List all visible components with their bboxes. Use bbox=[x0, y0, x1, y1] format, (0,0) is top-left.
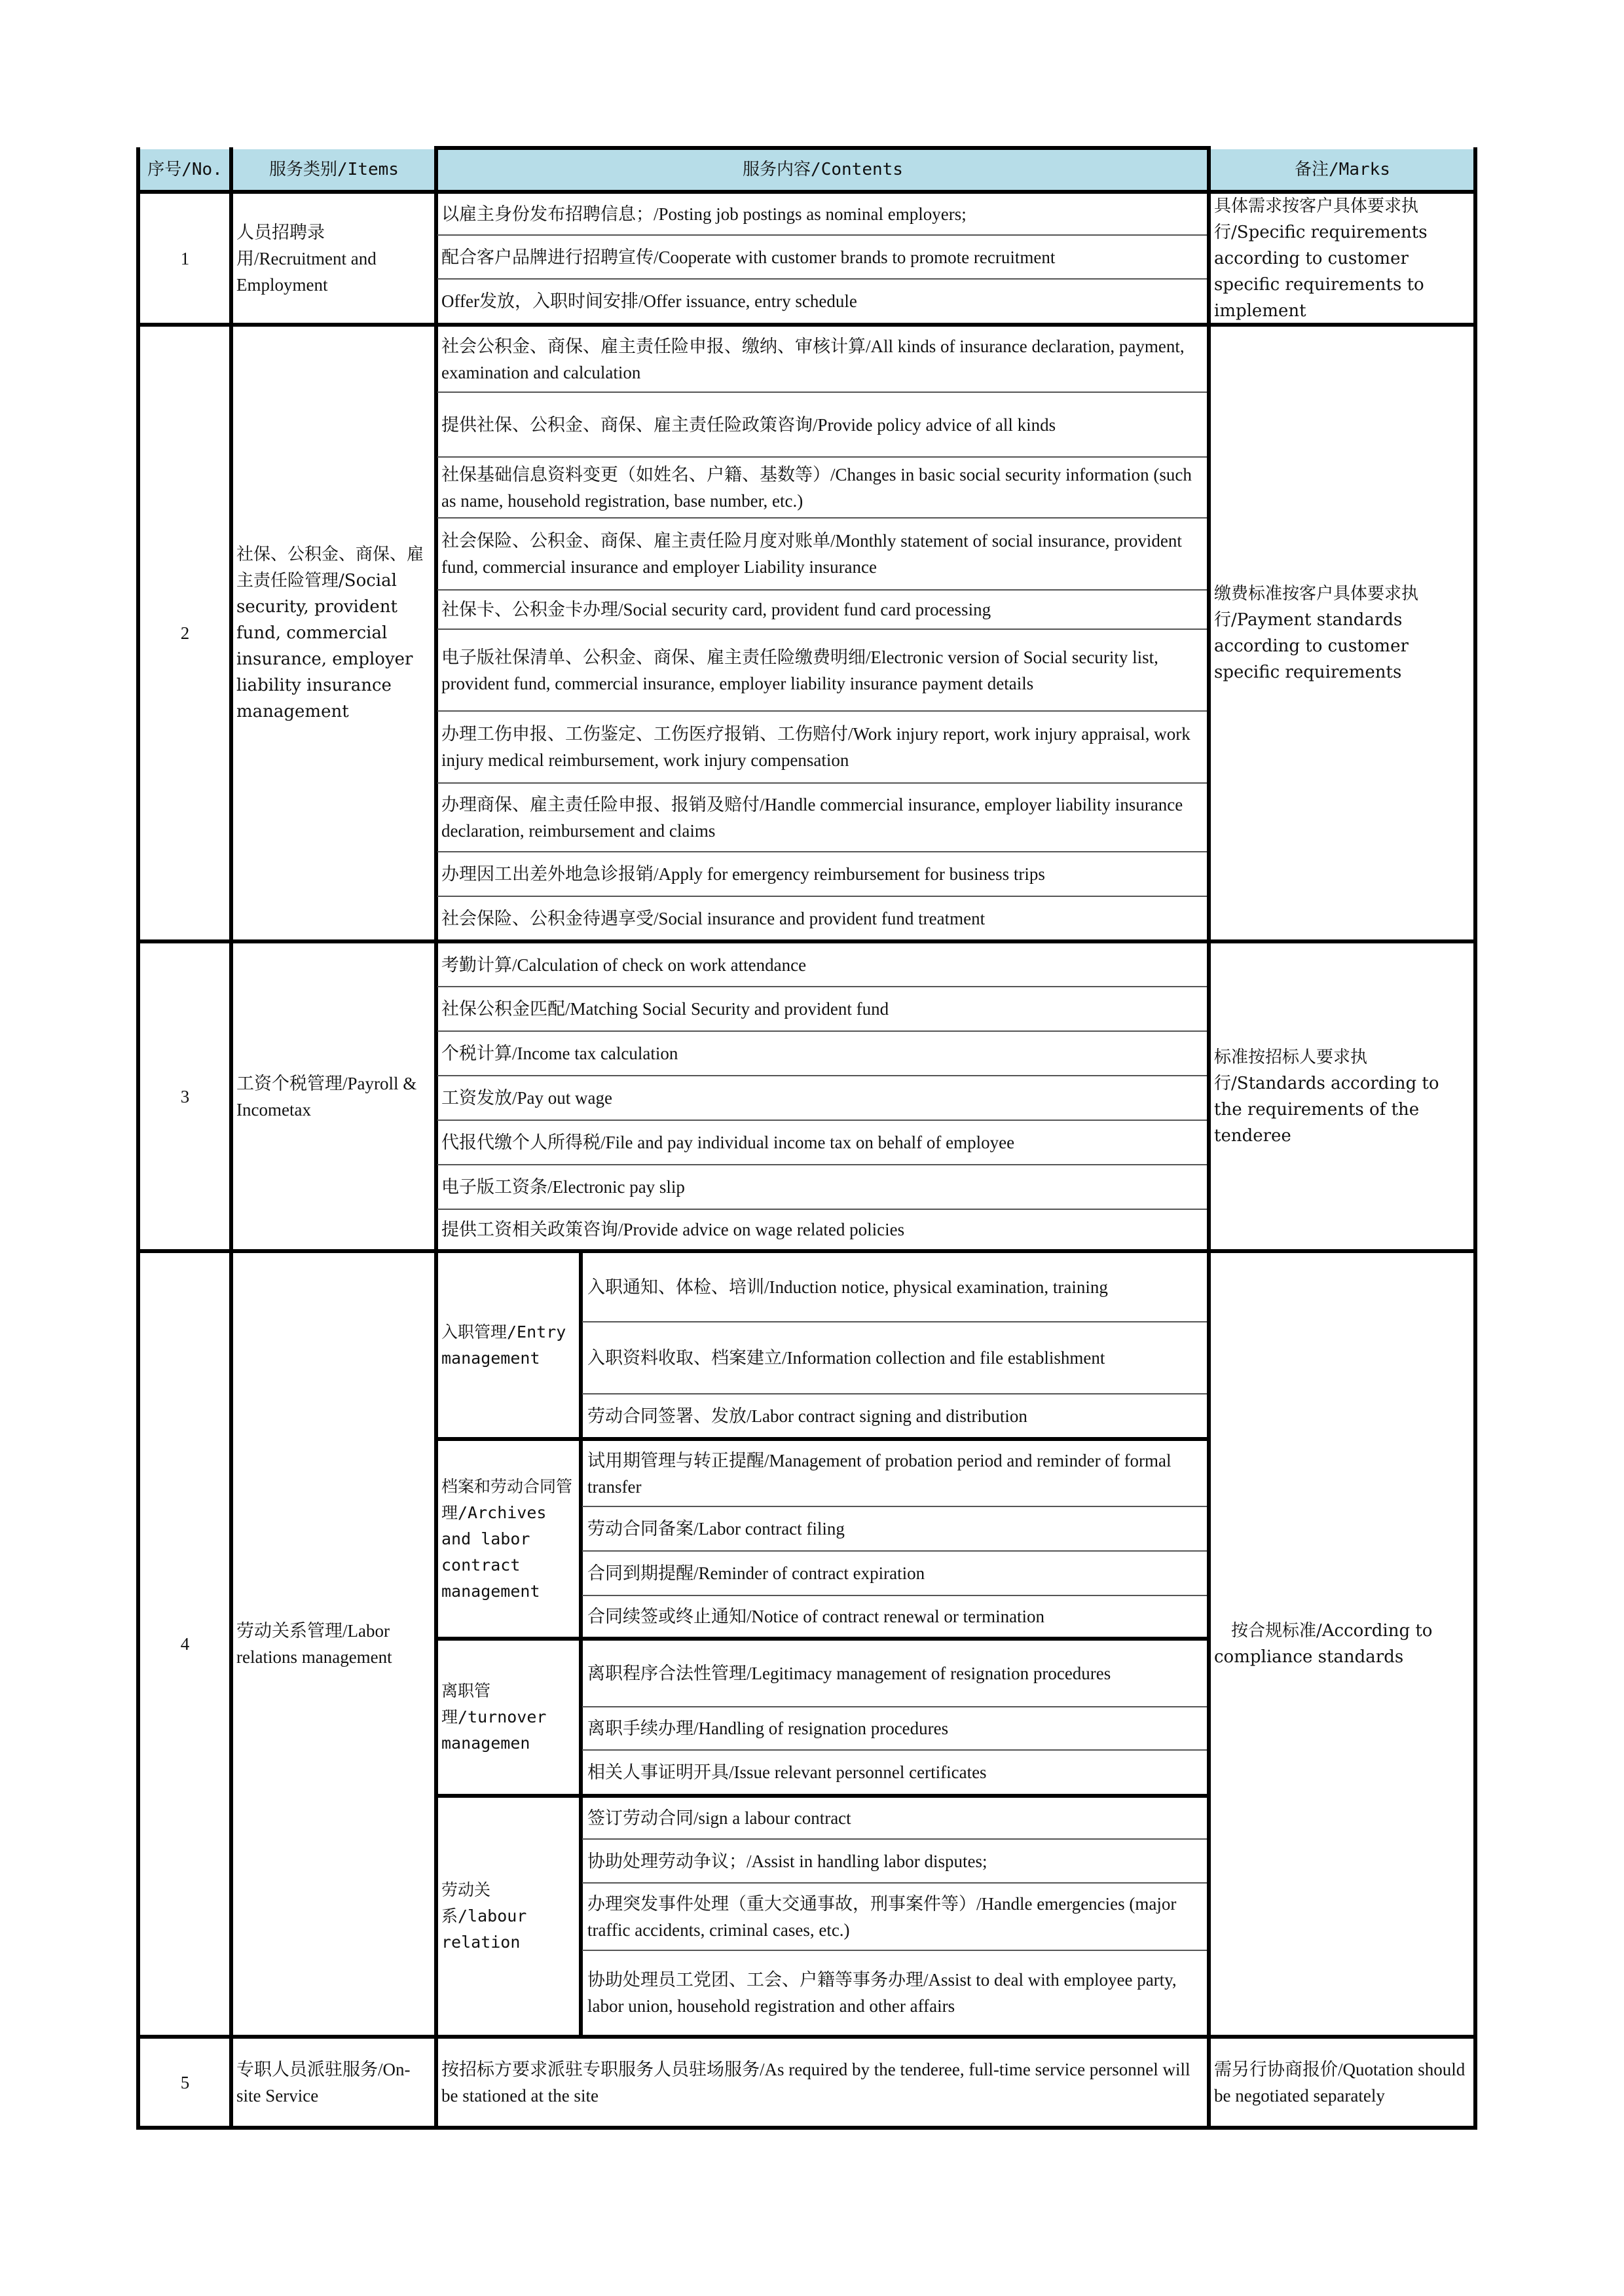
section-2-item bbox=[232, 327, 435, 939]
table-border-bottom bbox=[136, 2126, 1477, 2130]
content-row bbox=[437, 1032, 1208, 1075]
content-text: 劳动合同签署、发放/Labor contract signing and distribution bbox=[587, 1406, 1027, 1426]
content-text: 签订劳动合同/sign a labour contract bbox=[587, 1808, 851, 1828]
row-divider bbox=[437, 1209, 1207, 1210]
content-row bbox=[583, 1840, 1208, 1882]
row-divider bbox=[136, 323, 1477, 327]
content-row bbox=[437, 1121, 1208, 1164]
content-text: 入职通知、体检、培训/Induction notice, physical examination, training bbox=[587, 1277, 1108, 1297]
section-item: 工资个税管理/Payroll & Incometax bbox=[236, 1073, 417, 1120]
content-text: 办理工伤申报、工伤鉴定、工伤医疗报销、工伤赔付/Work injury report, work injury appraisal, work injury medical reimbursement, work injury compensation bbox=[441, 724, 1190, 770]
row-divider bbox=[582, 1882, 1207, 1884]
content-row bbox=[437, 2039, 1208, 2126]
content-text: 劳动合同备案/Labor contract filing bbox=[587, 1519, 845, 1539]
row-divider bbox=[434, 1437, 1211, 1441]
section-3-item bbox=[232, 943, 435, 1249]
row-divider bbox=[136, 939, 1477, 943]
content-row bbox=[437, 630, 1208, 710]
section-mark: 标准按招标人要求执行/Standards according to the requirements of the tenderee bbox=[1214, 1047, 1439, 1146]
content-row bbox=[583, 1322, 1208, 1393]
column-divider bbox=[229, 147, 233, 2129]
content-row bbox=[437, 393, 1208, 456]
section-1-item bbox=[232, 194, 435, 323]
content-text: 入职资料收取、档案建立/Information collection and file establishment bbox=[587, 1348, 1105, 1368]
row-divider bbox=[434, 1637, 1211, 1641]
section-item: 社保、公积金、商保、雇主责任险管理/Social security, provident fund, commercial insurance, employer liability insurance management bbox=[236, 545, 424, 721]
row-divider bbox=[437, 896, 1207, 897]
row-divider bbox=[582, 1950, 1207, 1951]
section-mark: 缴费标准按客户具体要求执行/Payment standards according to customer specific requirements bbox=[1214, 584, 1419, 682]
header-marks-label: 备注/Marks bbox=[1295, 160, 1390, 179]
column-divider bbox=[1207, 147, 1211, 2129]
table-border-top bbox=[434, 146, 1211, 150]
content-text: 按招标方要求派驻专职服务人员驻场服务/As required by the tenderee, full-time service personnel will be stationed at the site bbox=[441, 2059, 1190, 2105]
content-text: 办理突发事件处理（重大交通事故，刑事案件等）/Handle emergencies (major traffic accidents, criminal cases, etc.) bbox=[587, 1893, 1177, 1940]
group-label: 劳动关系/labour relation bbox=[441, 1880, 527, 1952]
header-items bbox=[232, 149, 435, 190]
content-text: 配合客户品牌进行招聘宣传/Cooperate with customer brands to promote recruitment bbox=[441, 247, 1056, 267]
group-turnover-label bbox=[437, 1641, 580, 1794]
content-row bbox=[583, 1884, 1208, 1950]
content-row bbox=[437, 591, 1208, 629]
row-divider bbox=[582, 1706, 1207, 1707]
section-2-no bbox=[139, 327, 231, 939]
content-row bbox=[583, 1441, 1208, 1506]
content-text: 协助处理员工党团、工会、户籍等事务办理/Assist to deal with employee party, labor union, household registration and other affairs bbox=[587, 1970, 1177, 2016]
row-divider bbox=[582, 1506, 1207, 1507]
content-row bbox=[583, 1394, 1208, 1437]
row-divider bbox=[136, 190, 1477, 194]
section-3-mark bbox=[1210, 943, 1475, 1249]
content-text: 提供社保、公积金、商保、雇主责任险政策咨询/Provide policy advice of all kinds bbox=[441, 414, 1056, 435]
header-contents bbox=[437, 149, 1208, 190]
content-text: 社保卡、公积金卡办理/Social security card, provident fund card processing bbox=[441, 600, 991, 619]
content-text: 离职程序合法性管理/Legitimacy management of resignation procedures bbox=[587, 1664, 1111, 1683]
content-text: Offer发放，入职时间安排/Offer issuance, entry schedule bbox=[441, 291, 857, 311]
content-text: 电子版工资条/Electronic pay slip bbox=[441, 1177, 685, 1197]
content-row bbox=[437, 784, 1208, 851]
content-text: 社会保险、公积金待遇享受/Social insurance and provident fund treatment bbox=[441, 908, 986, 928]
content-text: 社保公积金匹配/Matching Social Security and provident fund bbox=[441, 999, 889, 1019]
content-text: 以雇主身份发布招聘信息；/Posting job postings as nominal employers; bbox=[441, 204, 967, 224]
row-divider bbox=[136, 1249, 1477, 1253]
content-text: 合同到期提醒/Reminder of contract expiration bbox=[587, 1563, 925, 1583]
content-row bbox=[437, 897, 1208, 939]
content-text: 电子版社保清单、公积金、商保、雇主责任险缴费明细/Electronic version of Social security list, provident fund, commercial insurance, employer liability insurance payment details bbox=[441, 647, 1158, 693]
content-text: 试用期管理与转正提醒/Management of probation period and reminder of formal transfer bbox=[587, 1450, 1172, 1497]
content-text: 提供工资相关政策咨询/Provide advice on wage related policies bbox=[441, 1220, 905, 1239]
section-no: 5 bbox=[180, 2072, 190, 2092]
row-divider bbox=[437, 710, 1207, 712]
content-row bbox=[583, 1641, 1208, 1706]
section-4-no bbox=[139, 1253, 231, 2035]
content-row bbox=[437, 712, 1208, 782]
row-divider bbox=[437, 986, 1207, 987]
table-border-right bbox=[1473, 147, 1477, 2129]
content-text: 办理因工出差外地急诊报销/Apply for emergency reimbursement for business trips bbox=[441, 864, 1045, 884]
content-row bbox=[583, 1253, 1208, 1321]
content-text: 办理商保、雇主责任险申报、报销及赔付/Handle commercial insurance, employer liability insurance declaration, reimbursement and claims bbox=[441, 794, 1183, 841]
content-text: 代报代缴个人所得税/File and pay individual income tax on behalf of employee bbox=[441, 1133, 1015, 1152]
content-row bbox=[437, 1210, 1208, 1249]
content-row bbox=[583, 1596, 1208, 1637]
row-divider bbox=[437, 782, 1207, 784]
content-row bbox=[437, 943, 1208, 986]
group-label: 入职管理/Entry management bbox=[441, 1322, 566, 1368]
group-archives-label bbox=[437, 1441, 580, 1637]
group-label: 档案和劳动合同管理/Archives and labor contract management bbox=[441, 1476, 573, 1601]
content-text: 工资发放/Pay out wage bbox=[441, 1088, 612, 1108]
section-5-mark bbox=[1210, 2039, 1475, 2126]
table-border-left bbox=[136, 147, 140, 2129]
section-2-mark bbox=[1210, 327, 1475, 939]
section-4-mark bbox=[1210, 1253, 1475, 2035]
content-text: 合同续签或终止通知/Notice of contract renewal or termination bbox=[587, 1607, 1045, 1626]
row-divider bbox=[437, 851, 1207, 852]
content-row bbox=[437, 1076, 1208, 1120]
section-item: 专职人员派驻服务/On-site Service bbox=[236, 2059, 411, 2105]
section-no: 3 bbox=[180, 1086, 190, 1106]
row-divider bbox=[136, 2035, 1477, 2039]
row-divider bbox=[437, 392, 1207, 393]
row-divider bbox=[582, 1550, 1207, 1552]
content-text: 社保基础信息资料变更（如姓名、户籍、基数等）/Changes in basic social security information (such as name, household registration, base number, etc.) bbox=[441, 464, 1192, 511]
header-items-label: 服务类别/Items bbox=[269, 160, 399, 179]
content-text: 离职手续办理/Handling of resignation procedures bbox=[587, 1719, 949, 1738]
content-row bbox=[437, 327, 1208, 392]
row-divider bbox=[437, 456, 1207, 458]
row-divider bbox=[437, 278, 1207, 280]
row-divider bbox=[582, 1595, 1207, 1596]
content-text: 协助处理劳动争议；/Assist in handling labor disputes; bbox=[587, 1851, 987, 1871]
section-no: 1 bbox=[180, 248, 190, 268]
group-labour-label bbox=[437, 1798, 580, 2035]
section-item: 人员招聘录用/Recruitment and Employment bbox=[236, 222, 377, 295]
content-row bbox=[437, 236, 1208, 278]
row-divider bbox=[437, 589, 1207, 591]
content-text: 个税计算/Income tax calculation bbox=[441, 1044, 678, 1063]
row-divider bbox=[437, 629, 1207, 630]
content-text: 社会保险、公积金、商保、雇主责任险月度对账单/Monthly statement of social insurance, provident fund, commercial insurance and employer Liability insurance bbox=[441, 531, 1182, 577]
content-row bbox=[583, 1707, 1208, 1749]
content-text: 相关人事证明开具/Issue relevant personnel certificates bbox=[587, 1762, 987, 1782]
content-row bbox=[583, 1798, 1208, 1838]
content-row bbox=[583, 1951, 1208, 2035]
section-5-item bbox=[232, 2039, 435, 2126]
row-divider bbox=[437, 517, 1207, 519]
column-divider bbox=[434, 147, 438, 2129]
section-item: 劳动关系管理/Labor relations management bbox=[236, 1621, 392, 1667]
content-row bbox=[437, 987, 1208, 1030]
content-row bbox=[437, 519, 1208, 589]
content-row bbox=[437, 1165, 1208, 1209]
content-row bbox=[583, 1552, 1208, 1595]
section-5-no bbox=[139, 2039, 231, 2126]
header-marks bbox=[1210, 149, 1475, 190]
content-text: 考勤计算/Calculation of check on work attendance bbox=[441, 955, 807, 975]
header-no-label: 序号/No. bbox=[147, 160, 223, 179]
content-row bbox=[437, 194, 1208, 234]
content-row bbox=[437, 852, 1208, 896]
content-row bbox=[437, 458, 1208, 517]
section-mark: 需另行协商报价/Quotation should be negotiated separately bbox=[1214, 2059, 1466, 2105]
row-divider bbox=[582, 1838, 1207, 1840]
section-mark: 按合规标准/According to compliance standards bbox=[1214, 1621, 1433, 1667]
section-mark: 具体需求按客户具体要求执行/Specific requirements according to customer specific requirements to implement bbox=[1214, 196, 1428, 321]
content-text: 社会公积金、商保、雇主责任险申报、缴纳、审核计算/All kinds of insurance declaration, payment, examination and calculation bbox=[441, 336, 1185, 382]
section-4-item bbox=[232, 1253, 435, 2035]
header-contents-label: 服务内容/Contents bbox=[743, 160, 903, 179]
row-divider bbox=[437, 1120, 1207, 1121]
row-divider bbox=[437, 1030, 1207, 1032]
row-divider bbox=[437, 1164, 1207, 1165]
group-label: 离职管理/turnover managemen bbox=[441, 1681, 547, 1753]
section-3-no bbox=[139, 943, 231, 1249]
content-row bbox=[583, 1751, 1208, 1794]
section-no: 2 bbox=[180, 623, 190, 643]
section-1-no bbox=[139, 194, 231, 323]
row-divider bbox=[434, 1794, 1211, 1798]
row-divider bbox=[437, 234, 1207, 236]
row-divider bbox=[437, 1075, 1207, 1076]
header-no bbox=[139, 149, 231, 190]
content-row bbox=[583, 1507, 1208, 1550]
content-row bbox=[437, 280, 1208, 323]
row-divider bbox=[582, 1393, 1207, 1394]
section-no: 4 bbox=[180, 1634, 190, 1654]
row-divider bbox=[582, 1321, 1207, 1322]
group-entry-label bbox=[437, 1253, 580, 1437]
section-1-mark bbox=[1210, 194, 1475, 323]
row-divider bbox=[582, 1749, 1207, 1751]
column-divider bbox=[579, 1249, 583, 2035]
